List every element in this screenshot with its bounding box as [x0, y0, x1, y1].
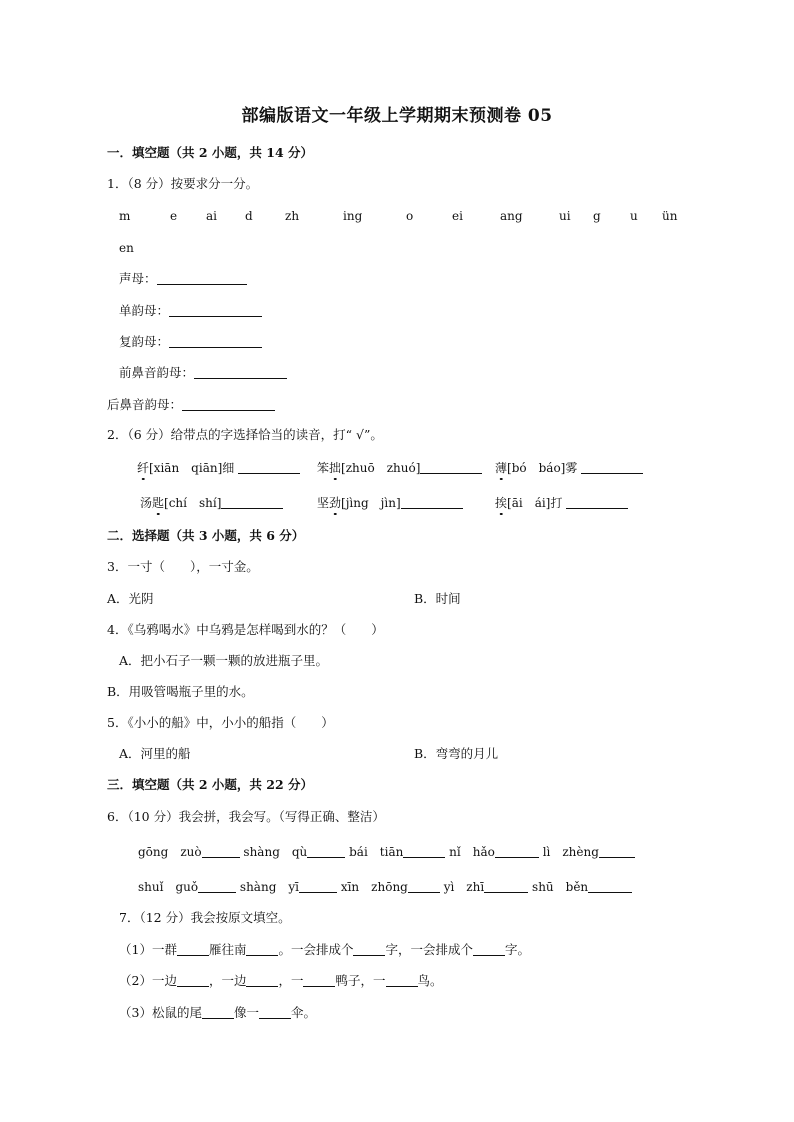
letter-en: en [119, 241, 134, 255]
q2-item-3: 薄[bó báo]雾 [495, 461, 643, 474]
q7-blank[interactable] [386, 974, 418, 987]
q2-blank-1[interactable] [238, 461, 300, 474]
letter-e: e [170, 209, 178, 223]
q7-blank[interactable] [246, 943, 278, 956]
section-3-header: 三．填空题（共 2 小题，共 22 分） [107, 777, 314, 792]
fu-yunmu-blank[interactable] [169, 335, 262, 348]
q7-blank[interactable] [246, 974, 278, 987]
letter-ai: ai [206, 209, 217, 223]
q6-stem: 6．（10 分）我会拼，我会写。（写得正确、整洁） [107, 809, 385, 824]
q7-line-2: （2）一边 ，一边 ，一 鸭子，一 鸟。 [119, 973, 443, 988]
q7-line-1: （1）一群 雁往南 。一会排成个 字，一会排成个 字。 [119, 942, 531, 957]
q7-stem: 7．（12 分）我会按原文填空。 [119, 910, 291, 925]
letter-zh: zh [285, 209, 300, 223]
q4-option-b[interactable]: B．用吸管喝瓶子里的水。 [107, 684, 254, 699]
letter-m: m [119, 209, 131, 223]
pinyin-word: gōng zuò [138, 845, 202, 859]
shengmu-row [119, 272, 247, 286]
q6-blank[interactable] [198, 880, 236, 893]
shengmu-label: 声母： [119, 271, 157, 286]
q6-blank[interactable] [202, 845, 240, 858]
pinyin-word: shàng qù [243, 845, 308, 859]
dotted-char: 纤 [137, 461, 150, 475]
q6-row-1 [138, 845, 635, 858]
section-2-header: 二．选择题（共 3 小题，共 6 分） [107, 528, 305, 543]
q2-blank-6[interactable] [566, 496, 628, 509]
letter-u: u [630, 209, 638, 223]
q6-blank[interactable] [484, 880, 528, 893]
dotted-char: 拙 [329, 461, 342, 475]
letter-ing: ing [343, 209, 363, 223]
q7-blank[interactable] [473, 943, 505, 956]
pinyin-word: yì zhī [443, 880, 485, 894]
page-title: 部编版语文一年级上学期期末预测卷 05 [241, 106, 553, 126]
q5-option-b[interactable]: B．弯弯的月儿 [414, 746, 499, 761]
q2-item-5: 坚劲[jìng jìn] [317, 496, 463, 509]
dotted-char: 匙 [152, 496, 165, 510]
pinyin-word: nǐ hǎo [449, 845, 495, 859]
q2-stem: 2．（6 分）给带点的字选择恰当的读音，打“ √”。 [107, 427, 383, 442]
qian-bi-blank[interactable] [194, 366, 287, 379]
q3-option-b[interactable]: B．时间 [414, 591, 461, 606]
q7-line-3: （3）松鼠的尾 像一 伞。 [119, 1005, 316, 1020]
letter-ang: ang [500, 209, 523, 223]
pinyin-word: shū běn [532, 880, 589, 894]
q1-stem: 1．（8 分）按要求分一分。 [107, 176, 259, 191]
shengmu-blank[interactable] [157, 272, 247, 285]
q6-blank[interactable] [495, 845, 539, 858]
qian-bi-row [119, 366, 287, 380]
q3-stem: 3．一寸（ ），一寸金。 [107, 559, 259, 574]
pinyin-word: shuǐ guǒ [138, 880, 199, 894]
dotted-char: 劲 [329, 496, 342, 510]
q6-blank[interactable] [408, 880, 440, 893]
hou-bi-label: 后鼻音韵母： [107, 397, 183, 412]
q7-blank[interactable] [259, 1006, 291, 1019]
pinyin-word: bái tiān [349, 845, 404, 859]
q6-blank[interactable] [599, 845, 635, 858]
letter-un-umlaut: ün [662, 209, 678, 223]
q6-blank[interactable] [307, 845, 345, 858]
section-1-header: 一．填空题（共 2 小题，共 14 分） [107, 145, 314, 160]
letter-ei: ei [452, 209, 463, 223]
pinyin-word: shàng yī [239, 880, 299, 894]
q2-item-1: 纤[xiān qiān]细 [137, 461, 300, 474]
qian-bi-label: 前鼻音韵母： [119, 365, 195, 380]
pinyin-word: lì zhèng [542, 845, 599, 859]
q7-blank[interactable] [303, 974, 335, 987]
q2-item-4: 汤匙[chí shí] [140, 496, 283, 509]
letter-o: o [406, 209, 414, 223]
letter-ui: ui [559, 209, 571, 223]
q2-item-6: 挨[āi ái]打 [495, 496, 628, 509]
q5-stem: 5．《小小的船》中，小小的船指（ ） [107, 715, 334, 730]
q2-blank-4[interactable] [221, 496, 283, 509]
fu-yunmu-label: 复韵母： [119, 334, 170, 349]
dan-yunmu-label: 单韵母： [119, 303, 170, 318]
q6-blank[interactable] [299, 880, 337, 893]
dan-yunmu-blank[interactable] [169, 304, 262, 317]
q2-blank-2[interactable] [420, 461, 482, 474]
fu-yunmu-row [119, 335, 262, 349]
q4-stem: 4．《乌鸦喝水》中乌鸦是怎样喝到水的？（ ） [107, 622, 384, 637]
q2-blank-3[interactable] [581, 461, 643, 474]
q7-blank[interactable] [177, 974, 209, 987]
q7-blank[interactable] [202, 1006, 234, 1019]
q4-option-a[interactable]: A．把小石子一颗一颗的放进瓶子里。 [119, 653, 329, 668]
q2-item-2: 笨拙[zhuō zhuó] [317, 461, 482, 474]
hou-bi-blank[interactable] [182, 398, 275, 411]
q3-option-a[interactable]: A．光阴 [107, 591, 154, 606]
q7-blank[interactable] [177, 943, 209, 956]
q5-option-a[interactable]: A．河里的船 [119, 746, 191, 761]
dan-yunmu-row [119, 304, 262, 318]
letter-g: g [593, 209, 601, 223]
hou-bi-row [107, 398, 275, 412]
q6-blank[interactable] [403, 845, 445, 858]
dotted-char: 挨 [495, 496, 508, 510]
q6-row-2 [138, 880, 632, 893]
letter-d: d [245, 209, 253, 223]
q2-blank-5[interactable] [401, 496, 463, 509]
q6-blank[interactable] [588, 880, 632, 893]
q7-blank[interactable] [353, 943, 385, 956]
pinyin-word: xīn zhōng [340, 880, 408, 894]
dotted-char: 薄 [495, 461, 508, 475]
